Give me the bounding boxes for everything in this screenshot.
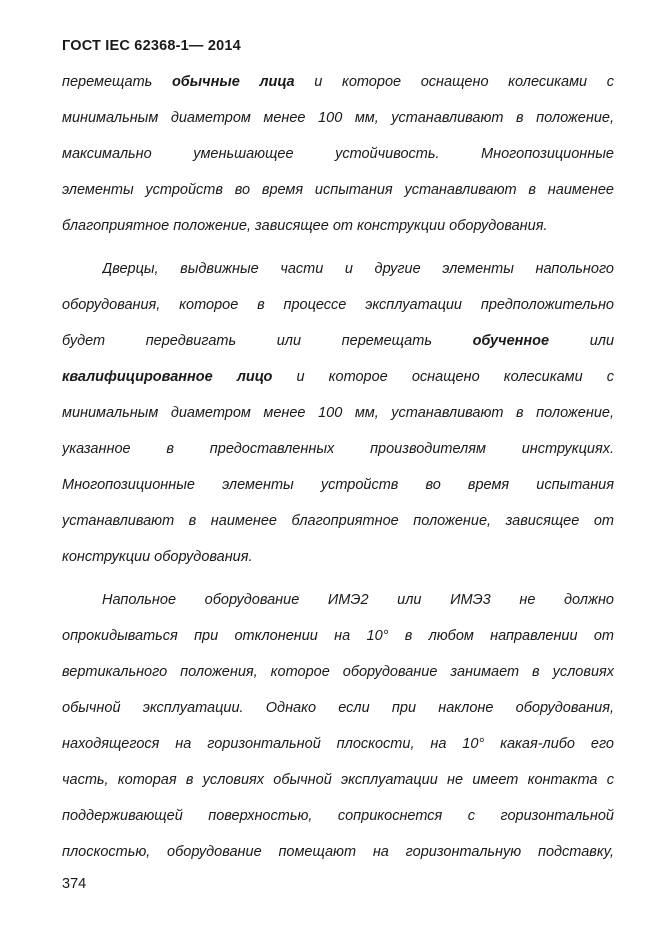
text-segment: благоприятное положение, зависящее от конструкции оборудования. xyxy=(62,218,548,234)
text-segment: и которое оснащено колесиками с xyxy=(294,74,614,90)
text-segment: элементы устройств во время испытания устанавливают в наименее xyxy=(62,182,614,198)
text-segment: максимально уменьшающее устойчивость. Многопозиционные xyxy=(62,146,614,162)
bold-term: обученное xyxy=(472,333,550,349)
text-line xyxy=(62,367,614,387)
text-line xyxy=(62,295,614,315)
text-line xyxy=(62,72,614,92)
text-line xyxy=(62,547,614,567)
text-segment: Многопозиционные элементы устройств во время испытания xyxy=(62,477,614,493)
text-segment: устанавливают в наименее благоприятное положение, зависящее от xyxy=(62,513,614,529)
text-line xyxy=(62,734,614,754)
bold-term: квалифицированное лицо xyxy=(62,369,273,385)
text-line xyxy=(102,259,614,279)
text-line xyxy=(102,590,614,610)
text-segment: часть, которая в условиях обычной эксплуатации не имеет контакта с xyxy=(62,772,614,788)
text-line xyxy=(62,806,614,826)
text-line xyxy=(62,144,614,164)
text-segment: обычной эксплуатации. Однако если при наклоне оборудования, xyxy=(62,700,614,716)
text-segment: минимальным диаметром менее 100 мм, устанавливают в положение, xyxy=(62,110,614,126)
text-line xyxy=(62,403,614,423)
text-line xyxy=(62,475,614,495)
text-segment: конструкции оборудования. xyxy=(62,549,253,565)
text-line xyxy=(62,626,614,646)
text-line xyxy=(62,216,614,236)
text-segment: Дверцы, выдвижные части и другие элементы напольного xyxy=(102,261,614,277)
text-segment: минимальным диаметром менее 100 мм, устанавливают в положение, xyxy=(62,405,614,421)
bold-term: обычные лица xyxy=(171,74,295,90)
text-line xyxy=(62,662,614,682)
text-line xyxy=(62,511,614,531)
text-segment: находящегося на горизонтальной плоскости, на 10° какая-либо его xyxy=(62,736,614,752)
text-segment: указанное в предоставленных производителям инструкциях. xyxy=(62,441,614,457)
text-segment: вертикального положения, которое оборудование занимает в условиях xyxy=(62,664,614,680)
text-segment: опрокидываться при отклонении на 10° в любом направлении от xyxy=(62,628,614,644)
text-line xyxy=(62,770,614,790)
text-segment: оборудования, которое в процессе эксплуатации предположительно xyxy=(62,297,614,313)
text-segment: Напольное оборудование ИМЭ2 или ИМЭ3 не должно xyxy=(102,592,614,608)
text-line xyxy=(62,180,614,200)
text-line xyxy=(62,439,614,459)
text-segment: и которое оснащено колесиками с xyxy=(272,369,614,385)
page-number: 374 xyxy=(62,876,87,892)
text-line xyxy=(62,698,614,718)
text-line xyxy=(62,331,614,351)
text-segment: или xyxy=(549,333,614,349)
document-header: ГОСТ IEC 62368-1— 2014 xyxy=(62,38,241,54)
text-segment: перемещать xyxy=(62,74,172,90)
text-line xyxy=(62,108,614,128)
text-segment: будет передвигать или перемещать xyxy=(62,333,473,349)
text-line xyxy=(62,842,614,862)
text-segment: поддерживающей поверхностью, соприкоснется с горизонтальной xyxy=(62,808,614,824)
text-segment: плоскостью, оборудование помещают на горизонтальную подставку, xyxy=(62,844,614,860)
